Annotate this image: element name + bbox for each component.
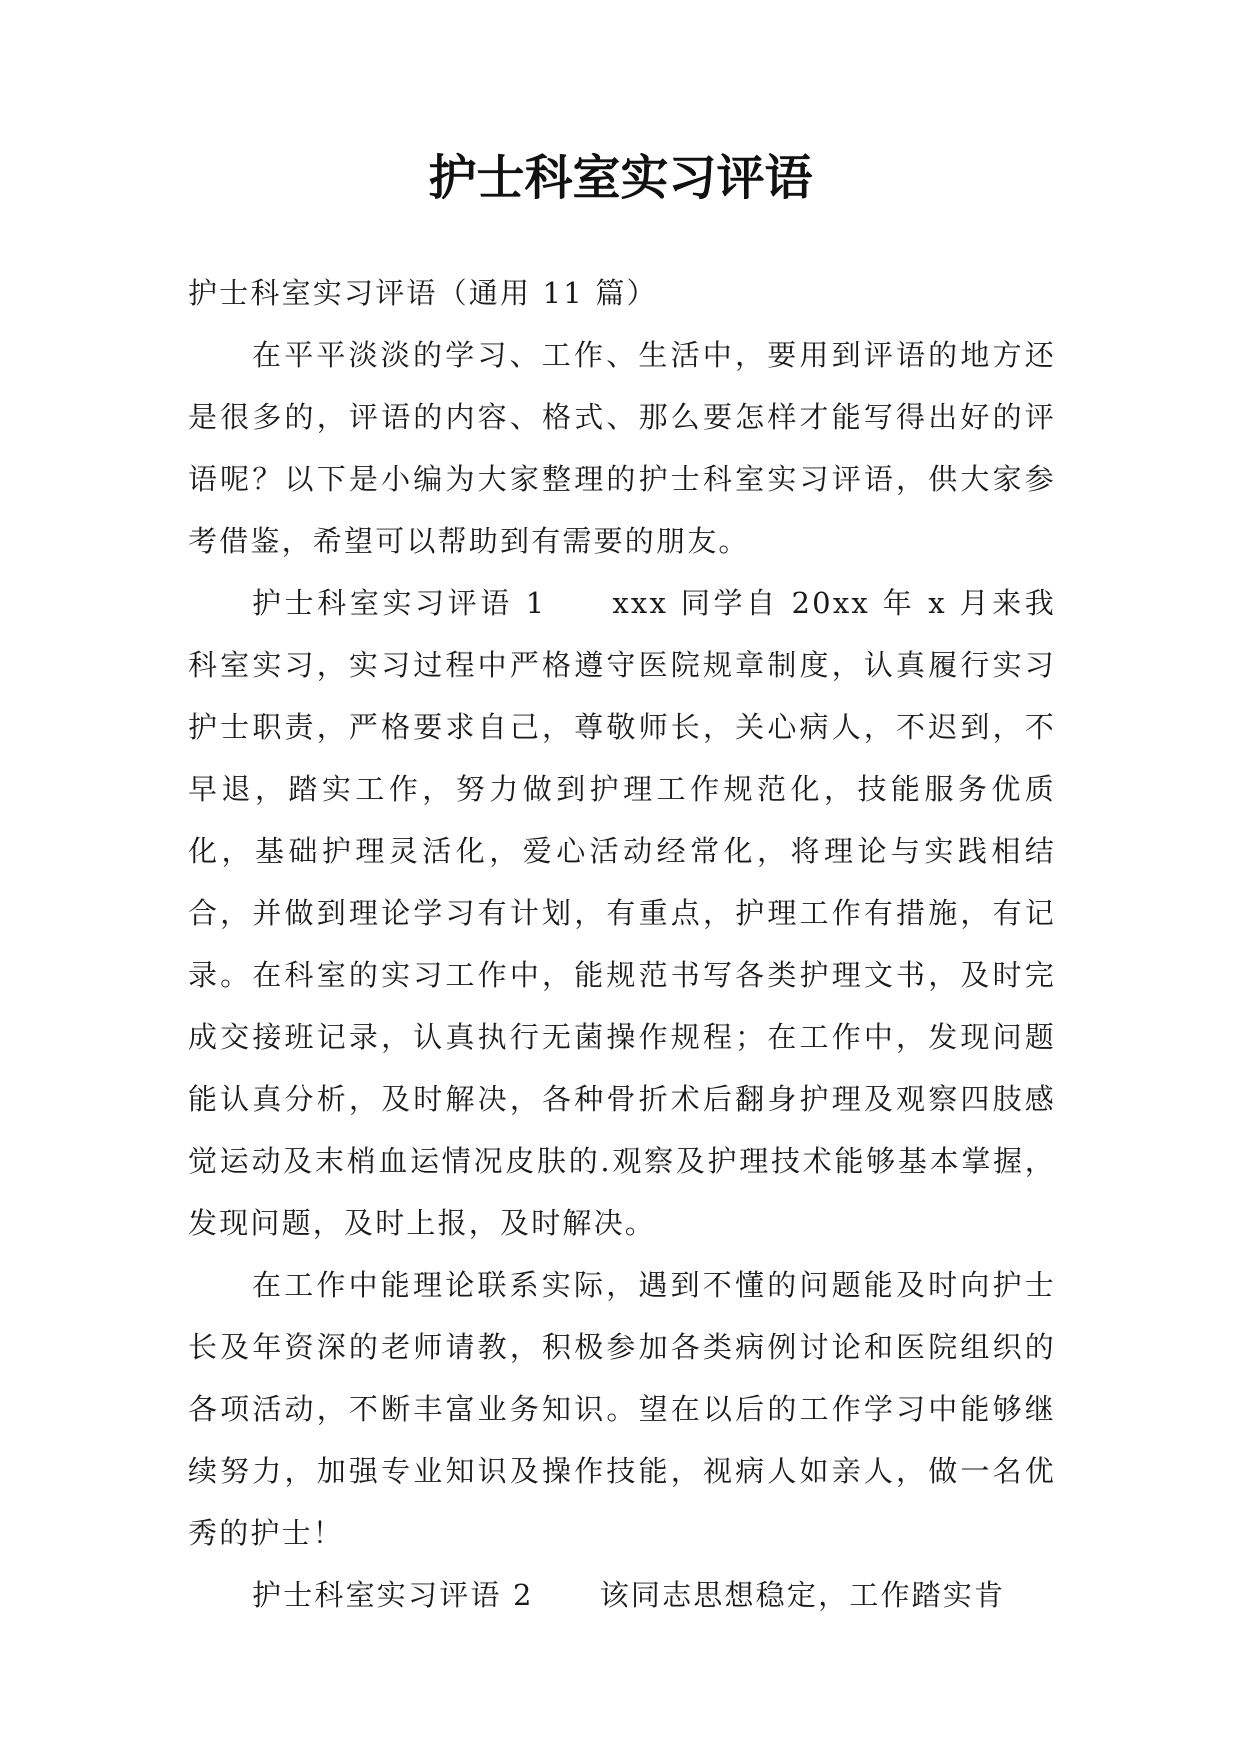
document-title: 护士科室实习评语 (428, 150, 813, 206)
intro-paragraph: 在平平淡淡的学习、工作、生活中，要用到评语的地方还是很多的，评语的内容、格式、那么要怎样才能写得出好的评语呢？以下是小编为大家整理的护士科室实习评语，供大家参考借鉴，希望可以帮助到有需要的朋友。 (188, 338, 1056, 558)
section-2-paragraph (188, 1564, 1056, 1626)
section-2-heading: 护士科室实习评语 2 (252, 1578, 534, 1612)
section-1-text: xxx 同学自 20xx 年 x 月来我科室实习，实习过程中严格遵守医院规章制度，认真履行实习护士职责，严格要求自己，尊敬师长，关心病人，不迟到，不早退，踏实工作，努力做到护理工作规范化，技能服务优质化，基础护理灵活化，爱心活动经常化，将理论与实践相结合，并做到理论学习有计划，有重点，护理工作有措施，有记录。在科室的实习工作中，能规范书写各类护理文书，及时完成交接班记录，认真执行无菌操作规程；在工作中，发现问题能认真分析，及时解决，各种骨折术后翻身护理及观察四肢感觉运动及末梢血运情况皮肤的.观察及护理技术能够基本掌握，发现问题，及时上报，及时解决。 (188, 586, 1057, 1240)
section-1-paragraph-2: 在工作中能理论联系实际，遇到不懂的问题能及时向护士长及年资深的老师请教，积极参加各类病例讨论和医院组织的各项活动，不断丰富业务知识。望在以后的工作学习中能够继续努力，加强专业知识及操作技能，视病人如亲人，做一名优秀的护士！ (188, 1268, 1056, 1550)
section-1-heading: 护士科室实习评语 1 (252, 586, 547, 620)
document-body (188, 262, 1056, 1626)
document-subtitle: 护士科室实习评语（通用 11 篇） (188, 276, 658, 310)
section-2-text: 该同志思想稳定，工作踏实肯 (599, 1578, 1006, 1612)
section-1-paragraph (188, 572, 1056, 1254)
